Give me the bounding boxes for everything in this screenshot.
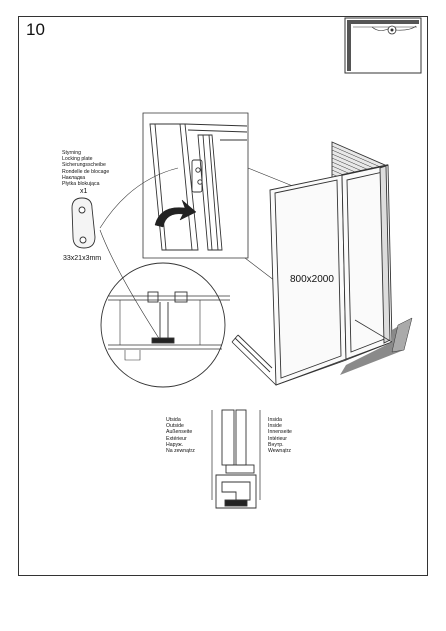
- inside-label: Intérieur: [268, 435, 288, 442]
- inside-label: Innenseite: [268, 429, 292, 436]
- part-name: Sicherungsscheibe: [62, 162, 106, 169]
- part-name: Locking plate: [62, 156, 93, 163]
- outside-labels: [166, 417, 195, 454]
- part-size: 33x21x3mm: [63, 255, 102, 262]
- part-name: Накладка: [62, 174, 86, 181]
- outside-label: Außenseite: [166, 429, 193, 436]
- outside-label: Наруж.: [166, 441, 184, 448]
- part-name: Styrning: [62, 150, 82, 156]
- outside-label: Extérieur: [166, 435, 187, 442]
- step-number: 10: [26, 20, 45, 39]
- profile-section: [212, 410, 260, 508]
- orientation-diagram: [345, 18, 421, 73]
- part-name: Płytka blokująca: [62, 181, 100, 188]
- part-name: Rondelle de blocage: [62, 168, 110, 175]
- inside-labels: [268, 417, 292, 454]
- panel-size: 800x2000: [290, 274, 334, 285]
- section-detail-circle: [101, 263, 230, 387]
- outside-label: Na zewnątrz: [166, 448, 195, 455]
- inside-label: Insida: [268, 417, 282, 423]
- shower-enclosure: [232, 142, 412, 385]
- inside-label: Inside: [268, 423, 282, 430]
- outside-label: Utsida: [166, 417, 181, 423]
- part-name-labels: [62, 150, 109, 187]
- inside-label: Внутр.: [268, 441, 284, 448]
- locking-plate-icon: [72, 198, 95, 248]
- door-edge-detail: [143, 113, 248, 258]
- outside-label: Outside: [166, 423, 184, 430]
- inside-label: Wewnątrz: [268, 448, 291, 455]
- part-quantity: x1: [80, 188, 88, 195]
